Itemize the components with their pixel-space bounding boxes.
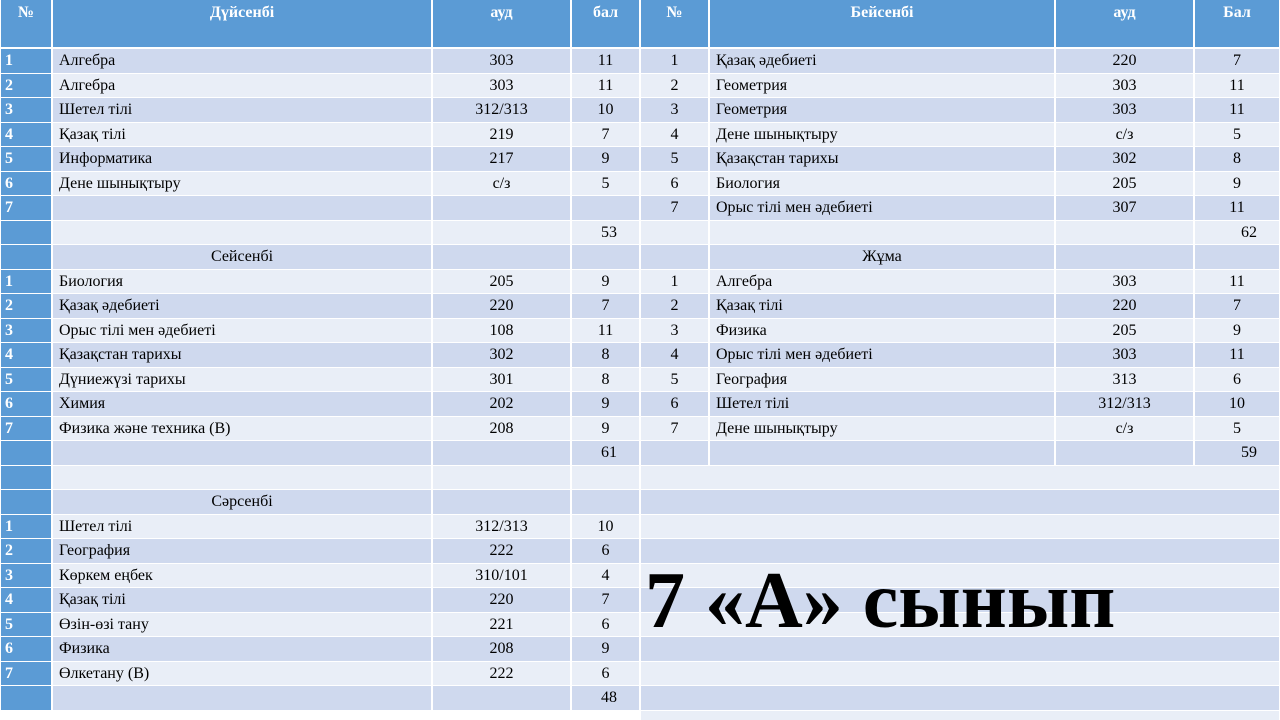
left-lesson-room: 208 <box>433 637 570 661</box>
left-lesson-room: 303 <box>433 49 570 73</box>
left-lesson-name: Өлкетану (В) <box>53 662 431 686</box>
right-lesson-room: 220 <box>1056 49 1193 73</box>
right-total-label-cell <box>710 221 1054 245</box>
right-total-room-cell <box>1056 441 1193 465</box>
right-lesson-number: 5 <box>641 368 708 392</box>
left-day-score-cell <box>572 245 639 269</box>
left-lesson-number: 2 <box>1 539 51 563</box>
left-lesson-number: 2 <box>1 74 51 98</box>
left-lesson-number: 3 <box>1 98 51 122</box>
right-lesson-score: 7 <box>1195 294 1279 318</box>
right-lesson-name: Алгебра <box>710 270 1054 294</box>
right-lesson-number: 3 <box>641 98 708 122</box>
left-day-num-cell <box>1 245 51 269</box>
left-lesson-room <box>433 196 570 220</box>
right-total-label-cell <box>710 441 1054 465</box>
right-total-num-cell <box>641 221 708 245</box>
left-lesson-score: 6 <box>572 613 639 637</box>
left-lesson-number: 6 <box>1 637 51 661</box>
right-lesson-name: Орыс тілі мен әдебиеті <box>710 343 1054 367</box>
left-lesson-score: 11 <box>572 49 639 73</box>
left-total-label-cell <box>53 441 431 465</box>
left-lesson-score: 9 <box>572 270 639 294</box>
right-header-number: № <box>641 0 708 47</box>
right-lesson-room: 205 <box>1056 319 1193 343</box>
left-lesson-number: 5 <box>1 147 51 171</box>
left-lesson-name: Көркем еңбек <box>53 564 431 588</box>
right-day-total: 59 <box>1195 441 1279 465</box>
right-lesson-room: 312/313 <box>1056 392 1193 416</box>
right-lesson-room: 303 <box>1056 98 1193 122</box>
right-lesson-number: 6 <box>641 172 708 196</box>
right-lesson-room: 303 <box>1056 270 1193 294</box>
left-lesson-number: 1 <box>1 49 51 73</box>
left-lesson-room: 312/313 <box>433 98 570 122</box>
left-lesson-score: 6 <box>572 662 639 686</box>
right-empty-band <box>641 686 1279 710</box>
left-lesson-room: 220 <box>433 588 570 612</box>
right-lesson-room: 313 <box>1056 368 1193 392</box>
right-day-num-cell <box>641 245 708 269</box>
left-lesson-score: 6 <box>572 539 639 563</box>
right-lesson-number: 6 <box>641 392 708 416</box>
left-day-total: 53 <box>572 221 639 245</box>
left-lesson-name: Физика <box>53 637 431 661</box>
left-lesson-name: Дүниежүзі тарихы <box>53 368 431 392</box>
left-lesson-number: 7 <box>1 196 51 220</box>
left-total-num-cell <box>1 221 51 245</box>
right-lesson-score: 5 <box>1195 123 1279 147</box>
left-lesson-number: 2 <box>1 294 51 318</box>
right-lesson-name: Геометрия <box>710 98 1054 122</box>
left-lesson-name: Қазақ тілі <box>53 588 431 612</box>
left-lesson-name: География <box>53 539 431 563</box>
right-lesson-number: 7 <box>641 196 708 220</box>
left-day-num-cell <box>1 490 51 514</box>
right-lesson-score: 9 <box>1195 172 1279 196</box>
right-lesson-score: 11 <box>1195 74 1279 98</box>
right-lesson-score: 5 <box>1195 417 1279 441</box>
right-lesson-score: 11 <box>1195 196 1279 220</box>
left-lesson-score: 5 <box>572 172 639 196</box>
right-day-total: 62 <box>1195 221 1279 245</box>
left-lesson-score: 9 <box>572 417 639 441</box>
right-lesson-score: 7 <box>1195 49 1279 73</box>
class-title: 7 «А» сынып <box>645 557 1116 645</box>
right-lesson-name: Дене шынықтыру <box>710 123 1054 147</box>
left-lesson-room: 208 <box>433 417 570 441</box>
left-lesson-name <box>53 196 431 220</box>
right-lesson-name: Қазақстан тарихы <box>710 147 1054 171</box>
left-day-room-cell <box>433 245 570 269</box>
left-lesson-name: Шетел тілі <box>53 515 431 539</box>
left-day-title: Сейсенбі <box>53 245 431 269</box>
left-lesson-name: Қазақстан тарихы <box>53 343 431 367</box>
left-total-room-cell <box>433 441 570 465</box>
right-lesson-name: Дене шынықтыру <box>710 417 1054 441</box>
right-total-room-cell <box>1056 221 1193 245</box>
left-lesson-name: Орыс тілі мен әдебиеті <box>53 319 431 343</box>
left-day-total: 61 <box>572 441 639 465</box>
right-lesson-number: 4 <box>641 343 708 367</box>
right-header-room: ауд <box>1056 0 1193 47</box>
left-total-label-cell <box>53 686 431 710</box>
left-lesson-name: Дене шынықтыру <box>53 172 431 196</box>
right-lesson-name: Геометрия <box>710 74 1054 98</box>
left-lesson-score: 8 <box>572 343 639 367</box>
right-lesson-score: 9 <box>1195 319 1279 343</box>
left-lesson-room: 302 <box>433 343 570 367</box>
right-lesson-number: 2 <box>641 74 708 98</box>
left-lesson-name: Химия <box>53 392 431 416</box>
left-spacer-cell <box>572 466 639 490</box>
right-lesson-name: География <box>710 368 1054 392</box>
left-day-total: 48 <box>572 686 639 710</box>
left-header-number: № <box>1 0 51 47</box>
right-lesson-room: 303 <box>1056 74 1193 98</box>
left-header-day: Дүйсенбі <box>53 0 431 47</box>
left-total-room-cell <box>433 221 570 245</box>
left-lesson-room: 303 <box>433 74 570 98</box>
left-lesson-number: 4 <box>1 588 51 612</box>
left-lesson-room: 219 <box>433 123 570 147</box>
left-lesson-score: 10 <box>572 515 639 539</box>
left-lesson-room: 222 <box>433 662 570 686</box>
left-spacer-cell <box>53 466 431 490</box>
right-lesson-number: 1 <box>641 49 708 73</box>
right-empty-band <box>641 466 1279 490</box>
right-lesson-room: 302 <box>1056 147 1193 171</box>
left-lesson-room: 221 <box>433 613 570 637</box>
right-lesson-room: 220 <box>1056 294 1193 318</box>
right-lesson-number: 1 <box>641 270 708 294</box>
right-lesson-score: 6 <box>1195 368 1279 392</box>
right-lesson-name: Физика <box>710 319 1054 343</box>
right-lesson-score: 11 <box>1195 98 1279 122</box>
left-lesson-name: Қазақ әдебиеті <box>53 294 431 318</box>
left-lesson-number: 1 <box>1 270 51 294</box>
left-header-room: ауд <box>433 0 570 47</box>
left-lesson-score: 9 <box>572 637 639 661</box>
left-lesson-name: Физика және техника (В) <box>53 417 431 441</box>
right-empty-band <box>641 515 1279 539</box>
left-lesson-score <box>572 196 639 220</box>
left-lesson-name: Қазақ тілі <box>53 123 431 147</box>
right-lesson-number: 4 <box>641 123 708 147</box>
right-empty-band <box>641 711 1279 720</box>
left-lesson-room: 202 <box>433 392 570 416</box>
left-total-num-cell <box>1 441 51 465</box>
left-day-title: Сәрсенбі <box>53 490 431 514</box>
left-lesson-number: 6 <box>1 172 51 196</box>
left-lesson-score: 11 <box>572 74 639 98</box>
left-lesson-number: 4 <box>1 343 51 367</box>
left-lesson-score: 8 <box>572 368 639 392</box>
left-lesson-number: 7 <box>1 662 51 686</box>
left-lesson-score: 4 <box>572 564 639 588</box>
left-lesson-room: 222 <box>433 539 570 563</box>
right-lesson-score: 10 <box>1195 392 1279 416</box>
left-spacer-cell <box>433 466 570 490</box>
right-day-score-cell <box>1195 245 1279 269</box>
right-empty-band <box>641 662 1279 686</box>
left-lesson-number: 3 <box>1 319 51 343</box>
left-lesson-name: Алгебра <box>53 49 431 73</box>
right-lesson-room: с/з <box>1056 417 1193 441</box>
left-total-label-cell <box>53 221 431 245</box>
left-day-score-cell <box>572 490 639 514</box>
left-spacer-num <box>1 466 51 490</box>
left-lesson-number: 1 <box>1 515 51 539</box>
right-lesson-name: Биология <box>710 172 1054 196</box>
right-day-room-cell <box>1056 245 1193 269</box>
left-total-num-cell <box>1 686 51 710</box>
right-lesson-number: 2 <box>641 294 708 318</box>
left-lesson-score: 9 <box>572 147 639 171</box>
right-empty-band <box>641 490 1279 514</box>
left-header-score: бал <box>572 0 639 47</box>
left-lesson-score: 7 <box>572 294 639 318</box>
left-lesson-room: 205 <box>433 270 570 294</box>
left-lesson-room: 217 <box>433 147 570 171</box>
right-lesson-number: 7 <box>641 417 708 441</box>
left-lesson-score: 7 <box>572 588 639 612</box>
left-lesson-number: 4 <box>1 123 51 147</box>
right-header-score: Бал <box>1195 0 1279 47</box>
right-lesson-number: 3 <box>641 319 708 343</box>
left-lesson-number: 5 <box>1 368 51 392</box>
right-lesson-room: 307 <box>1056 196 1193 220</box>
right-lesson-room: 303 <box>1056 343 1193 367</box>
left-day-room-cell <box>433 490 570 514</box>
left-total-room-cell <box>433 686 570 710</box>
left-lesson-score: 10 <box>572 98 639 122</box>
left-lesson-room: с/з <box>433 172 570 196</box>
right-lesson-name: Қазақ әдебиеті <box>710 49 1054 73</box>
left-lesson-room: 310/101 <box>433 564 570 588</box>
right-lesson-number: 5 <box>641 147 708 171</box>
right-lesson-score: 11 <box>1195 343 1279 367</box>
left-lesson-room: 301 <box>433 368 570 392</box>
right-lesson-score: 8 <box>1195 147 1279 171</box>
left-lesson-name: Биология <box>53 270 431 294</box>
right-lesson-name: Қазақ тілі <box>710 294 1054 318</box>
right-lesson-name: Орыс тілі мен әдебиеті <box>710 196 1054 220</box>
right-day-title: Жұма <box>710 245 1054 269</box>
left-lesson-number: 3 <box>1 564 51 588</box>
left-lesson-score: 11 <box>572 319 639 343</box>
left-lesson-name: Алгебра <box>53 74 431 98</box>
right-total-num-cell <box>641 441 708 465</box>
left-lesson-room: 220 <box>433 294 570 318</box>
right-lesson-name: Шетел тілі <box>710 392 1054 416</box>
right-lesson-room: 205 <box>1056 172 1193 196</box>
left-lesson-name: Шетел тілі <box>53 98 431 122</box>
left-lesson-score: 9 <box>572 392 639 416</box>
left-lesson-name: Информатика <box>53 147 431 171</box>
right-lesson-room: с/з <box>1056 123 1193 147</box>
right-lesson-score: 11 <box>1195 270 1279 294</box>
left-lesson-score: 7 <box>572 123 639 147</box>
left-lesson-number: 6 <box>1 392 51 416</box>
left-lesson-number: 7 <box>1 417 51 441</box>
left-lesson-number: 5 <box>1 613 51 637</box>
right-header-day: Бейсенбі <box>710 0 1054 47</box>
left-lesson-room: 108 <box>433 319 570 343</box>
left-lesson-room: 312/313 <box>433 515 570 539</box>
left-lesson-name: Өзін-өзі тану <box>53 613 431 637</box>
